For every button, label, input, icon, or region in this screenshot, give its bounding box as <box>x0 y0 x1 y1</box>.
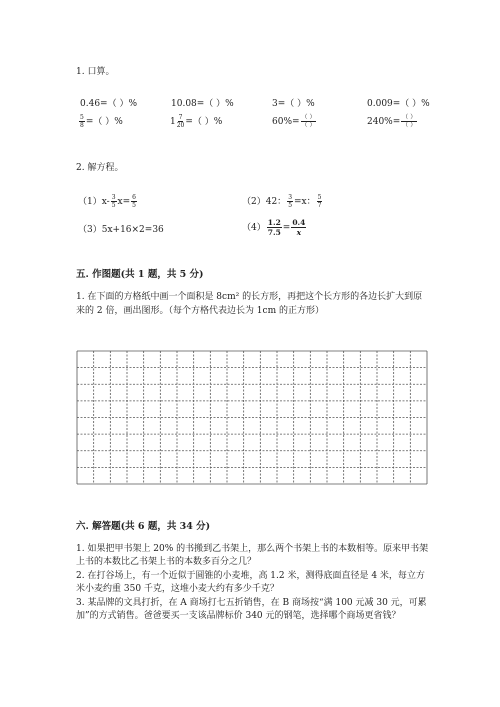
fraction <box>317 194 323 209</box>
numerator: 6 <box>132 194 136 201</box>
equation-1-mid: x= <box>117 197 131 207</box>
equation-4-lead: （4） <box>242 223 266 233</box>
denominator: （ ） <box>402 122 417 129</box>
blank-fraction <box>301 114 317 129</box>
fraction <box>291 218 306 237</box>
fraction <box>79 114 85 129</box>
denominator: 7 <box>317 202 322 209</box>
q1-item-7 <box>272 114 317 129</box>
equation-2 <box>242 194 323 209</box>
numerator: （ ） <box>402 114 417 121</box>
q1-item-8-lead: 240%= <box>367 117 401 127</box>
numerator: 1.2 <box>267 218 281 227</box>
numerator: 5 <box>80 114 84 121</box>
denominator: 8 <box>80 122 84 129</box>
equation-4-mid: = <box>282 223 291 233</box>
fraction <box>287 194 293 209</box>
section-6-problem-2: 2. 在打谷场上，有一个近似于圆锥的小麦堆，高 1.2 米，测得底面直径是 4 米，每立方米小麦约重 350 千克，这堆小麦大约有多少千克？ <box>76 571 425 594</box>
section-5-question: 1. 在下面的方格纸中画一个面积是 8cm² 的长方形，再把这个长方形的各边长扩大到原来的 2 倍，画出图形。（每个方格代表边长为 1cm 的正方形） <box>76 292 423 316</box>
q1-item-7-lead: 60%= <box>272 117 300 127</box>
q1-item-5 <box>78 114 123 129</box>
section-6-problem-3: 3. 某品牌的文具打折，在 A 商场打七五折销售，在 B 商场按“满 100 元减 30 元，可累加”的方式销售。爸爸要买一支该品牌标价 340 元的钢笔，选择哪个商场更省钱？ <box>76 598 427 621</box>
q1-item-3: 3=（ ）% <box>272 99 315 109</box>
equation-4 <box>242 218 307 237</box>
square-grid <box>76 350 428 485</box>
numerator: 7 <box>178 114 183 121</box>
equation-2-mid: =x： <box>294 197 316 207</box>
equation-1-lead: （1）x- <box>78 197 110 207</box>
equation-1 <box>78 194 138 209</box>
fraction <box>111 194 117 209</box>
numerator: （ ） <box>301 114 316 121</box>
section-6-problem-1: 1. 如果把甲书架上 20% 的书搬到乙书架上，那么两个书架上书的本数相等。原来甲书架上书的本数比乙书架上书的本数多百分之几？ <box>76 544 429 567</box>
denominator: x <box>296 228 302 237</box>
q1-heading: 1. 口算。 <box>76 67 115 77</box>
q1-item-5-rest: =（ ）% <box>85 117 123 127</box>
numerator: 5 <box>317 194 322 201</box>
numerator: 3 <box>288 194 293 201</box>
q1-item-2: 10.08=（ ）% <box>171 99 234 109</box>
denominator: 5 <box>288 202 293 209</box>
denominator: （ ） <box>301 122 316 129</box>
q1-item-4: 0.009=（ ）% <box>367 99 430 109</box>
q1-item-1: 0.46=（ ）% <box>80 99 137 109</box>
q1-item-8 <box>367 114 418 129</box>
denominator: 5 <box>111 202 116 209</box>
fraction <box>177 114 185 129</box>
numerator: 3 <box>111 194 116 201</box>
section-5-title: 五. 作图题(共 1 题，共 5 分) <box>76 269 204 280</box>
numerator: 0.4 <box>292 218 306 227</box>
denominator: 5 <box>132 202 136 209</box>
mixed-whole: 1 <box>170 117 176 127</box>
q1-item-6 <box>170 114 222 129</box>
denominator: 7.5 <box>267 228 281 237</box>
q2-heading: 2. 解方程。 <box>76 163 124 173</box>
equation-2-lead: （2）42： <box>242 197 287 207</box>
denominator: 20 <box>176 122 185 129</box>
fraction <box>131 194 137 209</box>
section-6-title: 六. 解答题(共 6 题，共 34 分) <box>76 521 211 532</box>
q1-item-6-rest: =（ ）% <box>185 117 223 127</box>
equation-3: （3）5x+16×2=36 <box>78 225 164 235</box>
fraction <box>267 218 282 237</box>
blank-fraction <box>401 114 417 129</box>
